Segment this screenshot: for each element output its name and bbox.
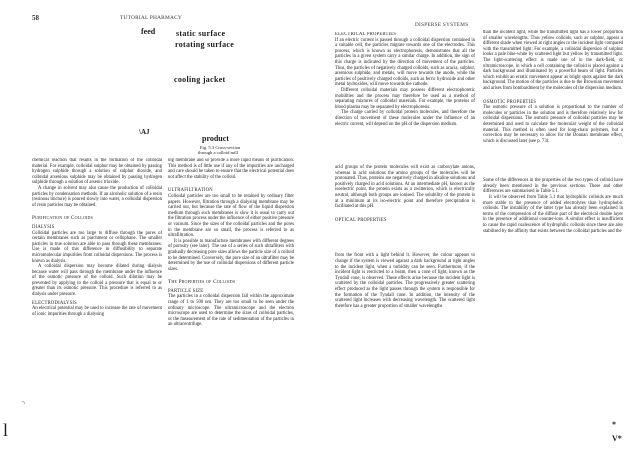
corner-mark: *i bbox=[22, 400, 26, 405]
paragraph: Some of the differences in the properties of the two types of colloid have already been mentioned in the previous sections. These and other differences are summarised in Table 5.1. bbox=[483, 178, 623, 195]
figure-caption-line2: through a colloid mill bbox=[198, 150, 238, 155]
left-column-1 bbox=[32, 158, 162, 420]
label-rotating-surface: rotating surface bbox=[175, 40, 235, 49]
label-cooling-jacket: cooling jacket bbox=[174, 75, 226, 84]
right-column-4 bbox=[483, 30, 623, 420]
label-product: product bbox=[202, 134, 229, 143]
colloid-mill-figure bbox=[0, 0, 320, 180]
page-number: 58 bbox=[32, 14, 39, 22]
section-heading: Purification of Colloids bbox=[32, 215, 94, 222]
subsection-heading: ELECTRODIALYSIS bbox=[32, 300, 77, 306]
subsection-heading: ULTRAFILTRATION bbox=[168, 188, 213, 194]
paragraph: from the front with a light behind it. However, the colour appears to change if the system is viewed against a dark background at right angles to the incident light, when a turbidity can be seen. Furthermore, if the incident light is restricted to a beam, then a cone of light, known as the Tyndall cone, is observed. These effects arise because the incident light is scattered by the colloidal particles. The progressively greater scattering effect produced as the light passes through the system is responsible for the formation of the Tyndall cone. In addition, the intensity of the scattered light increases with decreasing wavelength. The scattered light therefore has a greater proportion of smaller wavelengths bbox=[335, 253, 475, 309]
left-column-2 bbox=[168, 158, 294, 420]
paragraph: A colloidal dispersion may become dilated during dialysis because water will pass through the membrane under the influence of the osmotic pressure of the colloid. Such dilution may be prevented by applying to the colloid a pressure that is equal to or greater than its osmotic pressure. This procedure is referred to as dialysis under pressure. bbox=[32, 264, 162, 298]
bottom-mark-v: V* bbox=[612, 434, 622, 443]
subsection-heading: OSMOTIC PROPERTIES bbox=[483, 99, 537, 105]
paragraph: Colloidal particles are too small to be retained by ordinary filter papers. However, filtration through a dialysing membrane may be carried out, but because the rate of flow of the liquid dispersion medium through such membranes is slow it is usual to carry out the filtration process under the influence of either positive pressure or vacuum. Since the sizes of the colloidal particles and the pores in the membrane are so small, the process is referred to as ultrafiltration. bbox=[168, 193, 294, 239]
section-heading: The Properties of Colloids bbox=[168, 279, 236, 286]
paragraph: An electrical potential may be used to increase the rate of movement of ionic impurities through a dialysing bbox=[32, 306, 162, 317]
paragraph: It will be observed from Table 5.1 that hydrophilic colloids are much more stable to the presence of added electrolytes than hydrophobic colloids. The instability of the latter type has already been explained in terms of the compression of the diffuse part of the electrical double layer in the presence of additional counter-ions. A similar effect is insufficient to cause the rapid coalescence of hydrophilic colloids since these are also stabilised by the affinity that exists between the colloidal particles and the bbox=[483, 195, 623, 234]
running-head-right: DISPERSE SYSTEMS bbox=[415, 22, 469, 28]
edge-mark: l bbox=[3, 420, 9, 440]
paragraph: It is possible to manufacture membranes with different degrees of porosity (see later). The use of a series of such ultrafilters with gradually decreasing pore sizes allows the particle size of a colloid to be determined. Conversely, the pore size of an ultrafilter may be determined by the use of colloidal dispersions of different particle sizes. bbox=[168, 238, 294, 272]
figure-mark: \AJ bbox=[139, 128, 150, 136]
paragraph: acid groups of the protein molecules will exist as carboxylate anions, whereas in acid solutions the amino groups of the molecules will be protonated. Thus, proteins are negatively charged in alkaline solutions and positively charged in acid solutions. At an intermediate pH, known as the isoelectric point, the protein exists as a zwitterion, which is electrically neutral, although both groups are ionised. The solubility of the protein is at a minimum at its iso-electric point and therefore precipitation is facilitated at this pH. bbox=[335, 165, 475, 210]
bottom-mark-star: * bbox=[612, 420, 616, 429]
paragraph: If an electric current is passed through a colloidal dispersion contained in a suitable cell, the particles migrate towards one of the electrodes. This process, which is known as electrophoresis, demonstrates that all the particles in a given system carry a similar charge. In addition, the sign of this charge is indicated by the direction of movement of the particles. Thus, the particles of negatively charged colloids, such as acacia, sulphur, arsenious sulphide, and metals, will move towards the anode, while the particles of positively charged colloids, such as ferric hydroxide and other metal hydroxides, will move towards the cathode. bbox=[335, 37, 475, 88]
subsection-heading: DIALYSIS bbox=[32, 224, 55, 230]
label-feed: feed bbox=[141, 27, 156, 36]
paragraph: The particles in a colloidal dispersion fall within the approximate range of 1 to 500 nm. They are too small to be seen under the ordinary microscope. The ultramicroscope and the electron microscope are used to determine the sizes of colloidal particles, or the measurement of the rate of sedimentation of the particles in an ultracentrifuge. bbox=[168, 294, 294, 328]
paragraph: A change in solvent may also cause the production of colloidal particles by condensation methods. If an alcoholic solution of a resin (resinous tincture) is poured slowly into water, a colloidal dispersion of resin particles may be obtained. bbox=[32, 185, 162, 208]
paragraph: chemical reaction that results in the formation of the colloidal material. For example, colloidal sulphur may be obtained by passing hydrogen sulphide through a solution of sulphur dioxide, and colloidal arsenious sulphide may be obtained by passing hydrogen sulphide through a solution of arsenic trioxide. bbox=[32, 158, 162, 186]
subsection-heading: ELECTRICAL PROPERTIES bbox=[335, 32, 397, 37]
paragraph: than the incident light, while the transmitted light has a lower proportion of smaller wavelengths. Thus yellow colloids, such as sulphur, appear a different shade when viewed at right angles to the incident light compared with the transmitted light. For example, a colloidal dispersion of sulphur looks a pale blue-white by scattered light but yellow by transmitted light. The light-scattering effect is made use of in the dark-field, or ultramicroscope, in which a cell containing the colloid is placed against a dark background and illuminated by a powerful beam of light. Particles which exhibit an erratic movement appear as bright spots against the dark background. The motion of the particles is due to the Brownian movement and arises from bombardment by the molecules of the dispersion medium. bbox=[483, 30, 623, 91]
paragraph: Colloidal particles are too large to diffuse through the pores of certain membranes such as parchment or cellophane. The smaller particles in true solution are able to pass through these membranes. Use is made of this difference in diffusibility to separate micromolecular impurities from colloidal dispersions. The process is known as dialysis. bbox=[32, 230, 162, 264]
subsection-heading: OPTICAL PROPERTIES bbox=[335, 217, 387, 223]
right-column-3 bbox=[335, 32, 475, 387]
paragraph: ing membrane and so provide a more rapid means of purification. This method is of little use if any of the impurities are uncharged and care should be taken to ensure that the electrical potential does not affect the stability of the colloid. bbox=[168, 158, 294, 180]
subsection-heading: PARTICLE SIZE bbox=[168, 288, 204, 294]
paragraph: Different colloidal materials may possess different electrophoretic mobilities and the process may therefore be used as a method of separating mixtures of colloidal materials. For example, the proteins of blood plasma may be separated by electrophoresis. bbox=[335, 87, 475, 110]
paragraph: The osmotic pressure of a solution is proportional to the number of molecules or particles in the solution and is therefore relatively low for colloidal dispersions. The osmotic pressure of colloidal particles may be determined and used to calculate the molecular weight of the colloidal material. This method is often used for long-chain polymers, but a correction may be necessary to allow for the Donnan membrane effect, which is discussed later (see p. 73). bbox=[483, 105, 623, 144]
figure-caption-line1: Fig. 5.3 Cross-section bbox=[200, 145, 241, 150]
running-head-left: TUTORIAL PHARMACY bbox=[120, 15, 182, 21]
label-static-surface: static surface bbox=[176, 29, 226, 38]
paragraph: The charge carried by colloidal protein molecules, and therefore the direction of movement of these molecules under the influence of an electric current, will depend on the pH of the dispersion medium. bbox=[335, 110, 475, 127]
